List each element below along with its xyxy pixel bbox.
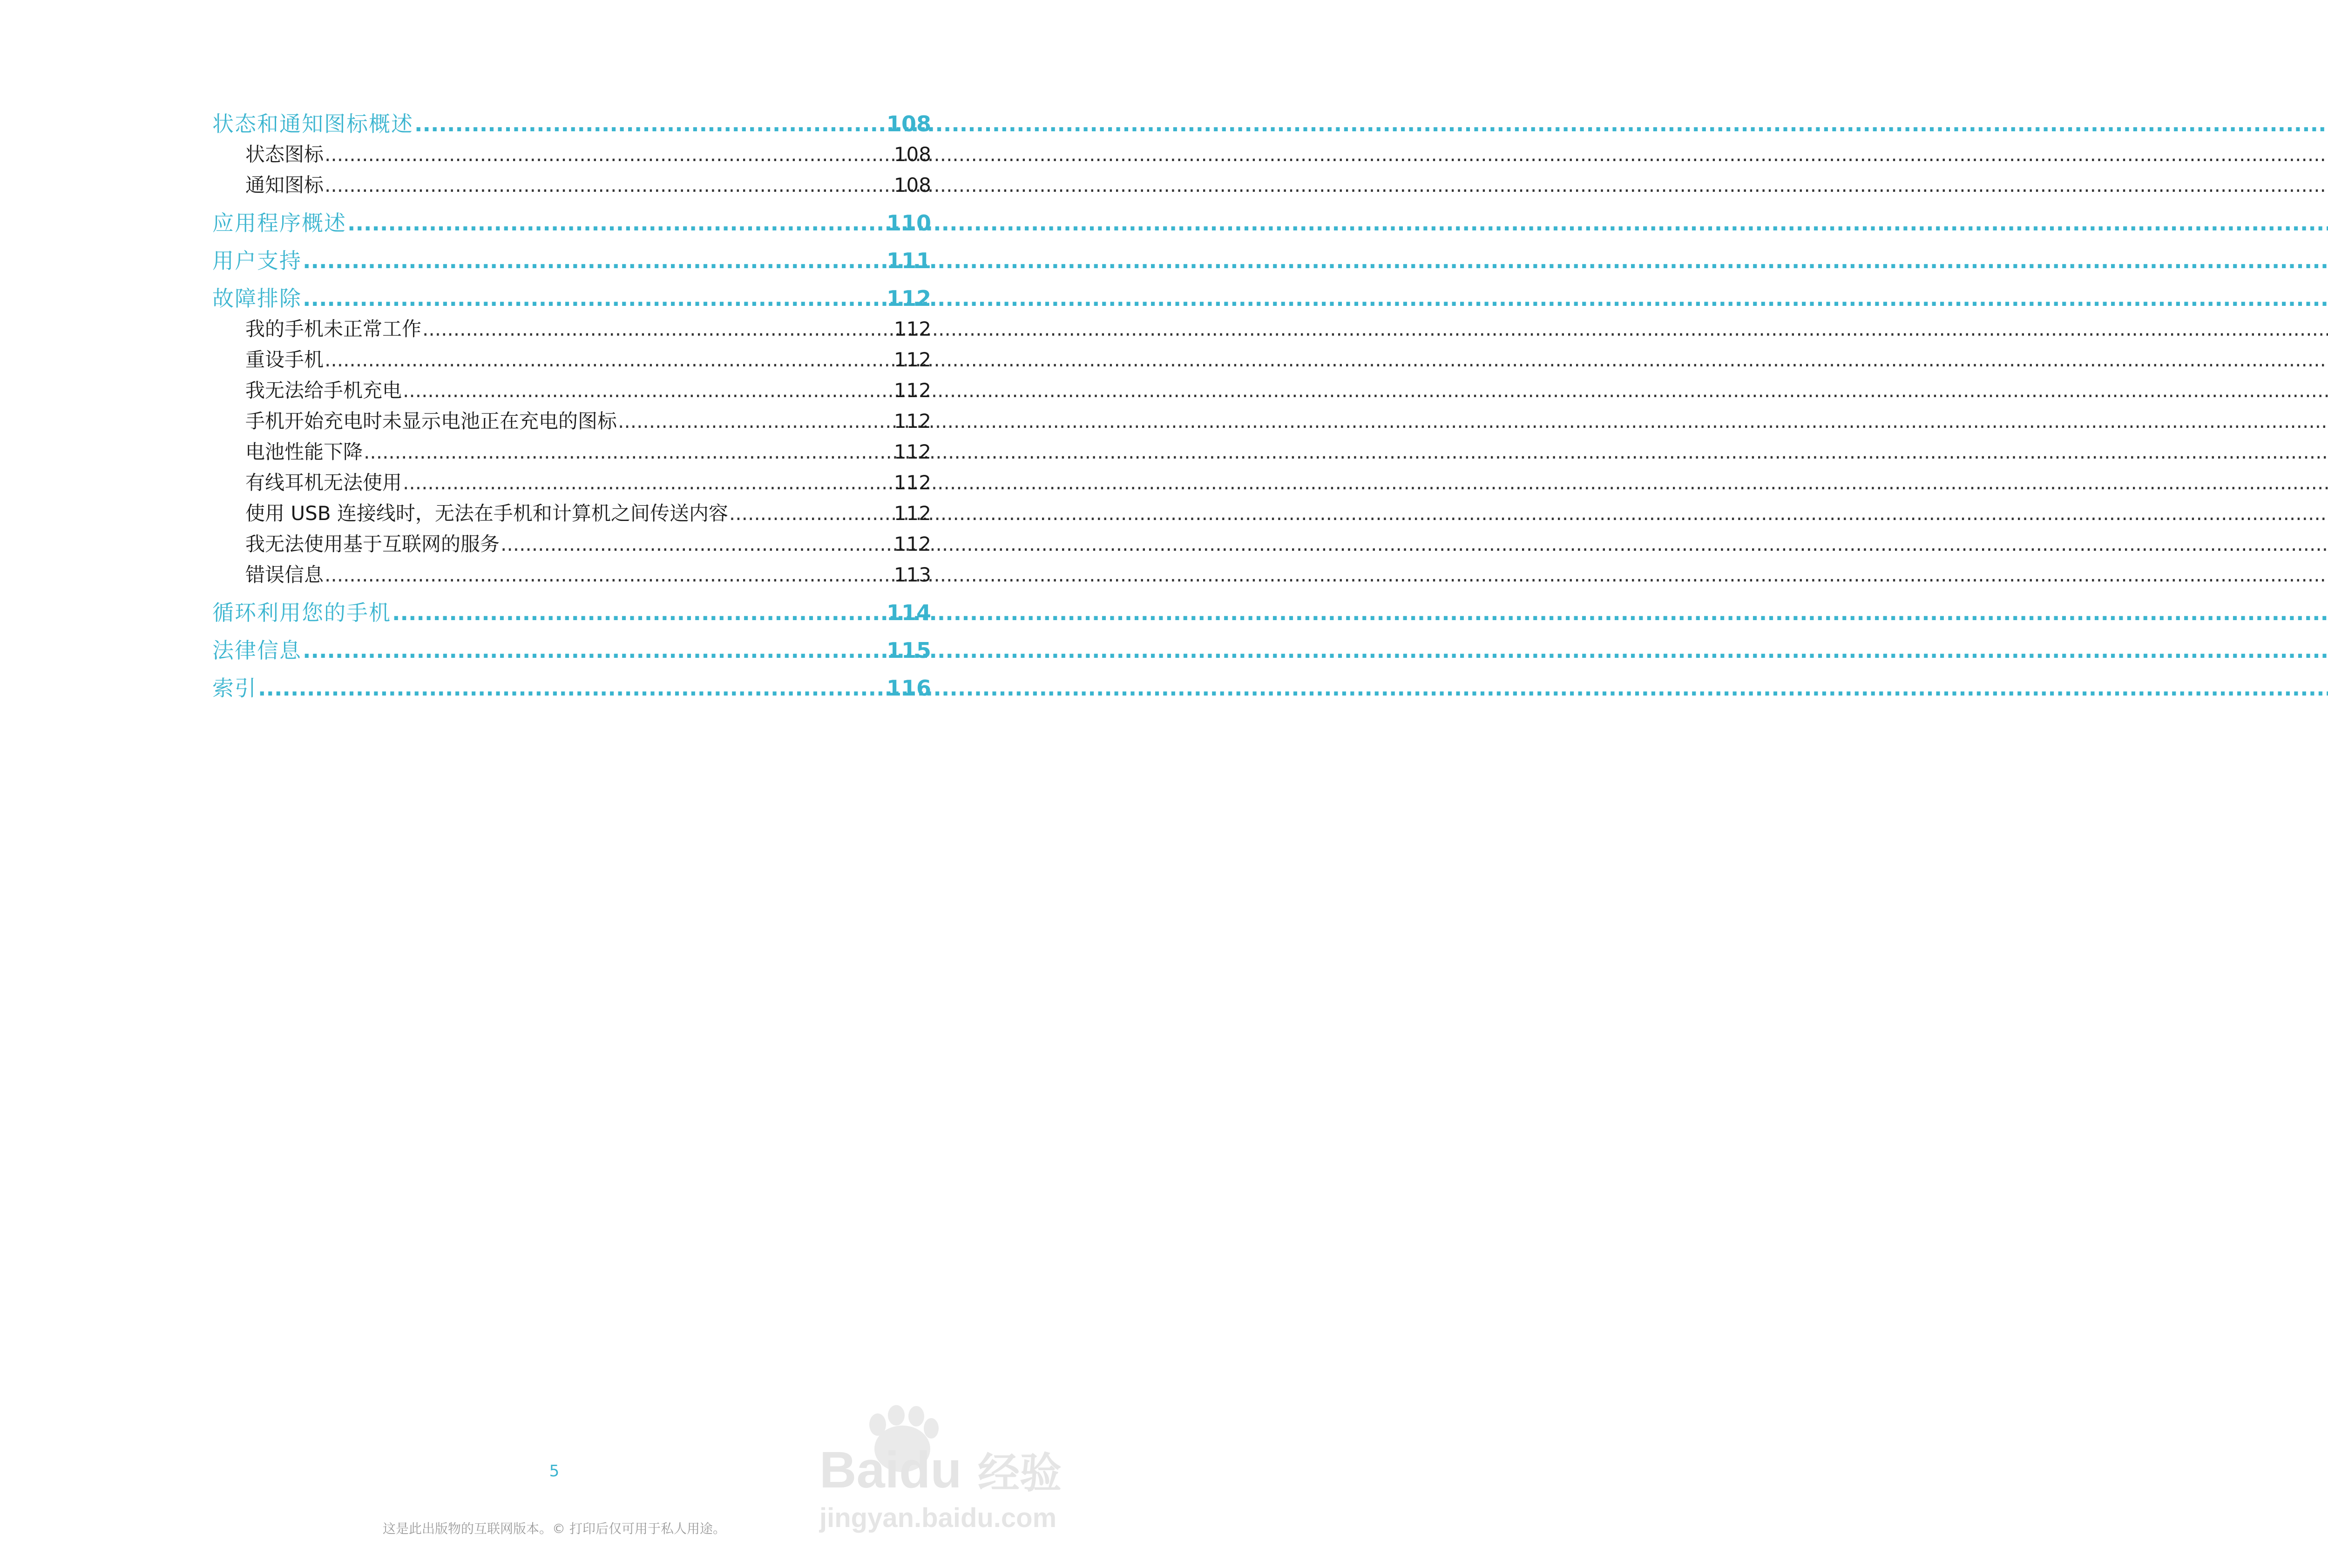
toc-entry-page: 108	[893, 143, 931, 166]
toc-subentry[interactable]	[212, 437, 931, 467]
toc-dot-leader	[347, 208, 886, 238]
toc-entry-page: 108	[893, 174, 931, 196]
table-of-contents	[212, 101, 931, 703]
toc-entry-title: 法律信息	[212, 638, 302, 663]
footer-copyright-note: 这是此出版物的互联网版本。© 打印后仅可用于私人用途。	[383, 1521, 726, 1536]
baidu-jingyan-watermark	[792, 1406, 1062, 1541]
toc-dot-leader	[618, 406, 893, 437]
toc-entry-page: 112	[893, 440, 931, 463]
toc-entry-page: 113	[893, 563, 931, 586]
toc-dot-leader	[422, 314, 893, 345]
toc-entry-page: 112	[893, 533, 931, 555]
toc-entry-title: 状态图标	[245, 143, 324, 166]
toc-entry-title: 有线耳机无法使用	[245, 471, 402, 494]
toc-subentry[interactable]	[212, 375, 931, 406]
toc-subentry[interactable]	[212, 314, 931, 345]
page-number: 5	[549, 1462, 560, 1480]
toc-entry-page: 108	[886, 111, 931, 136]
toc-dot-leader	[392, 597, 886, 628]
toc-entry-page: 112	[886, 286, 931, 311]
toc-entry-title: 手机开始充电时未显示电池正在充电的图标	[245, 410, 617, 433]
toc-dot-leader	[729, 498, 893, 529]
toc-entry[interactable]	[212, 276, 931, 314]
toc-entry[interactable]	[212, 628, 931, 666]
toc-entry-page: 112	[893, 379, 931, 402]
toc-entry-page: 114	[886, 600, 931, 625]
toc-dot-leader	[414, 108, 886, 139]
toc-entry-title: 索引	[212, 676, 257, 701]
toc-entry[interactable]	[212, 666, 931, 703]
toc-subentry[interactable]	[212, 345, 931, 375]
toc-dot-leader	[403, 375, 893, 406]
toc-subentry[interactable]	[212, 560, 931, 590]
toc-entry-title: 重设手机	[245, 348, 324, 371]
toc-entry-title: 通知图标	[245, 174, 324, 196]
toc-entry[interactable]	[212, 101, 931, 139]
toc-entry-title: 使用 USB 连接线时，无法在手机和计算机之间传送内容	[245, 502, 728, 525]
toc-entry-title: 用户支持	[212, 248, 302, 273]
toc-dot-leader	[325, 139, 893, 170]
toc-entry-page: 112	[893, 348, 931, 371]
toc-entry-page: 116	[886, 676, 931, 701]
toc-entry-title: 应用程序概述	[212, 210, 346, 236]
toc-dot-leader	[403, 467, 893, 498]
toc-dot-leader	[303, 283, 886, 314]
toc-entry[interactable]	[212, 590, 931, 628]
toc-entry-title: 我无法给手机充电	[245, 379, 402, 402]
toc-entry-page: 112	[893, 318, 931, 340]
watermark-product: 经验	[978, 1449, 1062, 1498]
toc-entry-title: 错误信息	[245, 563, 324, 586]
toc-subentry[interactable]	[212, 498, 931, 529]
toc-subentry[interactable]	[212, 170, 931, 201]
toc-subentry[interactable]	[212, 467, 931, 498]
toc-dot-leader	[303, 245, 886, 276]
toc-entry-page: 112	[893, 471, 931, 494]
toc-entry-page: 112	[893, 502, 931, 525]
toc-entry-page: 112	[893, 410, 931, 433]
toc-subentry[interactable]	[212, 139, 931, 170]
toc-dot-leader	[258, 673, 886, 703]
toc-dot-leader	[325, 560, 893, 590]
toc-subentry[interactable]	[212, 406, 931, 437]
toc-dot-leader	[325, 170, 893, 201]
toc-entry-title: 状态和通知图标概述	[212, 111, 413, 136]
toc-entry-title: 电池性能下降	[245, 440, 363, 463]
watermark-url: jingyan.baidu.com	[819, 1503, 1057, 1533]
toc-dot-leader	[364, 437, 893, 467]
toc-dot-leader	[303, 635, 886, 666]
toc-dot-leader	[501, 529, 893, 560]
toc-entry-page: 115	[886, 638, 931, 663]
toc-entry[interactable]	[212, 238, 931, 276]
toc-entry-page: 111	[886, 248, 931, 273]
toc-entry[interactable]	[212, 201, 931, 238]
toc-entry-page: 110	[886, 210, 931, 236]
toc-entry-title: 故障排除	[212, 286, 302, 311]
watermark-brand: Baidu	[819, 1441, 962, 1499]
toc-entry-title: 循环利用您的手机	[212, 600, 391, 625]
toc-dot-leader	[325, 345, 893, 375]
toc-entry-title: 我的手机未正常工作	[245, 318, 422, 340]
toc-subentry[interactable]	[212, 529, 931, 560]
toc-entry-title: 我无法使用基于互联网的服务	[245, 533, 500, 555]
